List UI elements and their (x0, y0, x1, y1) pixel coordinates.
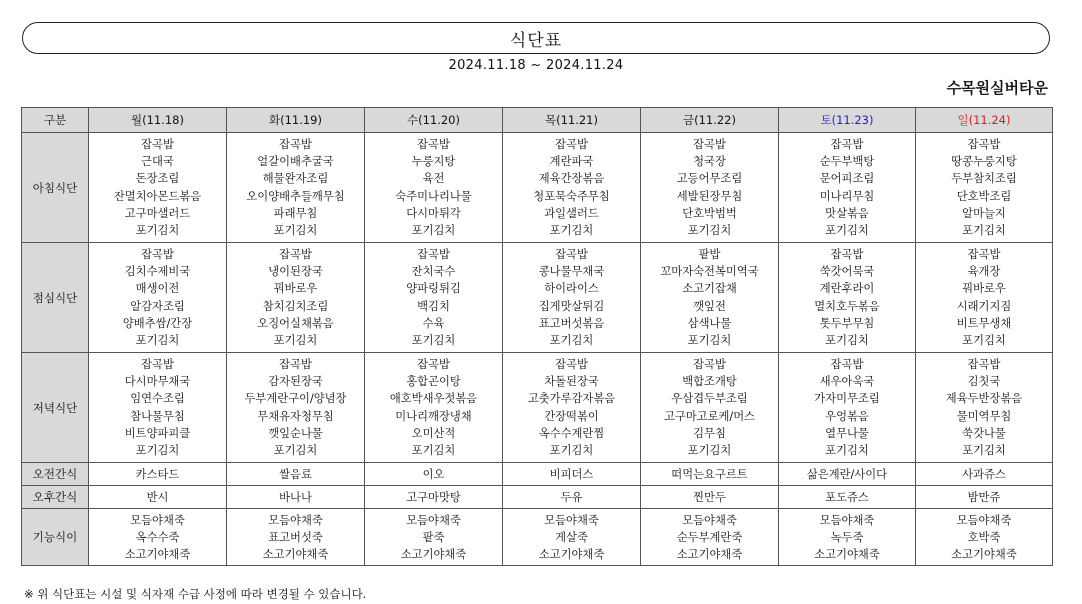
menu-item: 잡곡밥 (141, 358, 174, 371)
menu-cell (641, 133, 779, 243)
functional-item: 모듬야채죽 (268, 514, 323, 527)
menu-item: 열무나물 (825, 426, 869, 440)
menu-item: 잡곡밥 (693, 138, 726, 151)
menu-item: 콩나물무채국 (538, 265, 605, 279)
menu-item: 애호박새우젓볶음 (389, 392, 478, 406)
meal-label: 점심식단 (22, 243, 89, 353)
menu-item: 포기김치 (411, 444, 456, 458)
menu-item: 잡곡밥 (141, 248, 174, 261)
menu-item: 순두부백탕 (819, 155, 875, 169)
menu-item: 미나리무침 (819, 189, 875, 203)
menu-item: 잡곡밥 (967, 138, 1001, 151)
menu-item: 청포묵숙주무침 (533, 189, 610, 203)
menu-item: 우엉볶음 (825, 409, 869, 423)
functional-item: 소고기야채죽 (262, 548, 329, 562)
menu-item: 포기김치 (549, 224, 594, 238)
functional-cell (89, 509, 227, 566)
menu-item: 간장떡볶이 (544, 409, 599, 423)
functional-item: 옥수수죽 (135, 531, 180, 545)
menu-item: 수육 (422, 316, 445, 330)
menu-item: 제육두반장볶음 (945, 392, 1023, 406)
functional-item: 녹두죽 (830, 531, 864, 545)
day-header: 수(11.20) (365, 108, 503, 133)
menu-item: 돈장조림 (135, 172, 180, 186)
meal-row (22, 243, 1053, 353)
day-header: 월(11.18) (89, 108, 227, 133)
menu-item: 포기김치 (273, 334, 318, 348)
menu-item: 잡곡밥 (417, 248, 450, 261)
day-header: 화(11.19) (227, 108, 365, 133)
menu-cell (503, 133, 641, 243)
menu-cell (89, 133, 227, 243)
meal-row (22, 353, 1053, 463)
menu-item: 누룽지탕 (411, 155, 456, 169)
functional-item: 모듬야채죽 (956, 514, 1012, 527)
menu-item: 포기김치 (273, 224, 318, 238)
menu-cell (227, 353, 365, 463)
date-range: 2024.11.18 ~ 2024.11.24 (448, 58, 624, 73)
menu-item: 옥수수계란찜 (538, 426, 605, 440)
menu-item: 차돌된장국 (544, 375, 599, 389)
menu-item: 삼색나물 (687, 316, 732, 330)
menu-cell (779, 353, 916, 463)
menu-item: 꿔바로우 (273, 282, 318, 296)
functional-item: 팥죽 (422, 531, 445, 545)
menu-item: 비트무생채 (956, 316, 1012, 330)
meal-row (22, 133, 1053, 243)
snack-cell: 바나나 (227, 486, 365, 509)
menu-item: 잔멸치아몬드볶음 (113, 189, 202, 203)
menu-cell (89, 353, 227, 463)
menu-item: 잡곡밥 (279, 138, 312, 151)
menu-item: 백합조개탕 (682, 375, 737, 389)
menu-item: 김무침 (693, 426, 726, 440)
footnote: ※ 위 식단표는 시설 및 식자재 수급 사정에 따라 변경될 수 있습니다. (24, 587, 367, 601)
menu-cell (916, 133, 1053, 243)
snack-cell: 찐만두 (641, 486, 779, 509)
functional-item: 모듬야채죽 (819, 514, 875, 527)
menu-item: 포기김치 (549, 444, 594, 458)
menu-item: 쑥갓나물 (962, 426, 1006, 440)
menu-cell (641, 353, 779, 463)
functional-cell (503, 509, 641, 566)
menu-item: 잡곡밥 (967, 358, 1001, 371)
menu-item: 고춧가루감자볶음 (527, 392, 616, 406)
menu-item: 가자미무조림 (814, 392, 880, 406)
menu-item: 맛살볶음 (825, 206, 869, 220)
menu-item: 포기김치 (962, 444, 1006, 458)
menu-item: 고등어무조림 (676, 172, 743, 186)
menu-cell (227, 133, 365, 243)
menu-item: 잡곡밥 (830, 138, 864, 151)
functional-item: 표고버섯죽 (268, 531, 323, 545)
menu-item: 땅콩누룽지탕 (951, 155, 1017, 169)
functional-item: 모듬야채죽 (406, 514, 461, 527)
menu-item: 잡곡밥 (555, 138, 588, 151)
menu-item: 육개장 (967, 265, 1001, 279)
menu-item: 포기김치 (687, 444, 732, 458)
menu-item: 꿔바로우 (962, 282, 1006, 296)
snack-cell: 비피더스 (503, 463, 641, 486)
menu-cell (365, 243, 503, 353)
snack-cell: 반시 (89, 486, 227, 509)
snack-cell: 이오 (365, 463, 503, 486)
day-header: 목(11.21) (503, 108, 641, 133)
menu-item: 양배추쌈/간장 (122, 316, 193, 330)
functional-label: 기능식이 (22, 509, 89, 566)
functional-cell (227, 509, 365, 566)
menu-item: 김칫국 (967, 375, 1001, 389)
title-text: 식단표 (509, 30, 563, 51)
menu-item: 육전 (422, 172, 445, 186)
menu-item: 청국장 (693, 155, 726, 169)
menu-item: 잡곡밥 (830, 248, 864, 261)
menu-table (21, 107, 1053, 566)
snack-label: 오전간식 (22, 463, 89, 486)
menu-item: 두부참치조림 (951, 172, 1017, 186)
functional-cell (916, 509, 1053, 566)
menu-item: 잡곡밥 (279, 358, 312, 371)
menu-item: 팥밥 (698, 248, 721, 261)
functional-item: 호박죽 (967, 531, 1001, 545)
functional-item: 소고기야채죽 (676, 548, 743, 562)
menu-item: 잔치국수 (411, 265, 456, 279)
snack-cell: 사과쥬스 (916, 463, 1053, 486)
menu-item: 계란파국 (549, 155, 594, 169)
day-header-sunday: 일(11.24) (916, 108, 1053, 133)
functional-item: 모듬야채죽 (544, 514, 599, 527)
menu-item: 백김치 (417, 299, 450, 313)
menu-item: 무채유자청무침 (257, 409, 334, 423)
menu-item: 계란후라이 (819, 282, 875, 296)
menu-item: 홍합곤이탕 (406, 375, 461, 389)
menu-item: 양파링튀김 (406, 282, 461, 296)
menu-item: 잡곡밥 (830, 358, 864, 371)
menu-item: 알감자조림 (130, 299, 185, 313)
menu-item: 알마늘지 (962, 206, 1006, 220)
page-title (22, 22, 1050, 54)
snack-cell: 쌀음료 (227, 463, 365, 486)
menu-item: 소고기잡채 (682, 282, 737, 296)
menu-item: 포기김치 (135, 444, 180, 458)
menu-item: 단호박조림 (956, 189, 1012, 203)
snack-label: 오후간식 (22, 486, 89, 509)
functional-cell (779, 509, 916, 566)
menu-item: 톳두부무침 (819, 316, 875, 330)
menu-item: 참치김치조림 (262, 299, 329, 313)
menu-item: 잡곡밥 (555, 248, 588, 261)
menu-item: 포기김치 (135, 224, 180, 238)
meal-label: 아침식단 (22, 133, 89, 243)
snack-cell: 밤만쥬 (916, 486, 1053, 509)
menu-item: 포기김치 (549, 334, 594, 348)
snack-row (22, 486, 1053, 509)
menu-item: 깻잎순나물 (268, 426, 323, 440)
menu-item: 포기김치 (273, 444, 318, 458)
snack-row (22, 463, 1053, 486)
menu-item: 단호박범벅 (682, 206, 737, 220)
snack-cell: 떠먹는요구르트 (641, 463, 779, 486)
menu-item: 물미역무침 (956, 409, 1012, 423)
menu-item: 깻잎전 (693, 299, 726, 313)
menu-item: 잡곡밥 (967, 248, 1001, 261)
menu-item: 포기김치 (825, 444, 869, 458)
menu-cell (503, 243, 641, 353)
menu-item: 오미산적 (411, 426, 456, 440)
menu-item: 우삼겹두부조림 (671, 392, 748, 406)
menu-item: 잡곡밥 (279, 248, 312, 261)
snack-cell: 포도쥬스 (779, 486, 916, 509)
functional-item: 소고기야채죽 (538, 548, 605, 562)
menu-item: 냉이된장국 (268, 265, 323, 279)
menu-item: 매생이전 (135, 282, 180, 296)
functional-item: 소고기야채죽 (400, 548, 467, 562)
menu-item: 세발된장무침 (676, 189, 743, 203)
menu-item: 포기김치 (962, 224, 1006, 238)
menu-item: 포기김치 (411, 334, 456, 348)
menu-item: 잡곡밥 (693, 358, 726, 371)
functional-item: 순두부계란죽 (676, 531, 743, 545)
menu-item: 새우아욱국 (819, 375, 875, 389)
functional-item: 소고기야채죽 (124, 548, 191, 562)
menu-item: 제육간장볶음 (538, 172, 605, 186)
menu-item: 포기김치 (687, 224, 732, 238)
facility-name: 수목원실버타운 (946, 79, 1048, 97)
menu-item: 감자된장국 (268, 375, 323, 389)
menu-item: 김치수제비국 (124, 265, 191, 279)
menu-cell (641, 243, 779, 353)
menu-cell (89, 243, 227, 353)
functional-item: 게살죽 (555, 531, 588, 545)
menu-item: 오징어실채볶음 (257, 316, 334, 330)
menu-item: 표고버섯볶음 (538, 316, 605, 330)
menu-cell (779, 243, 916, 353)
menu-item: 하이라이스 (544, 282, 599, 296)
menu-item: 포기김치 (825, 334, 869, 348)
menu-item: 포기김치 (411, 224, 456, 238)
menu-cell (779, 133, 916, 243)
menu-item: 포기김치 (962, 334, 1006, 348)
menu-cell (227, 243, 365, 353)
menu-item: 미나리깨장냉채 (395, 409, 472, 423)
menu-item: 두부계란구이/양념장 (244, 392, 347, 406)
menu-item: 잡곡밥 (417, 358, 450, 371)
snack-cell: 삶은계란/사이다 (779, 463, 916, 486)
menu-cell (916, 353, 1053, 463)
menu-item: 포기김치 (135, 334, 180, 348)
menu-item: 다시마무채국 (124, 375, 191, 389)
meal-label: 저녁식단 (22, 353, 89, 463)
menu-item: 고구마샐러드 (124, 206, 191, 220)
menu-item: 시래기지짐 (956, 299, 1012, 313)
menu-item: 임연수조림 (130, 392, 185, 406)
functional-item: 소고기야채죽 (951, 548, 1017, 562)
header-label: 구분 (22, 108, 89, 133)
menu-item: 다시마튀각 (406, 206, 461, 220)
snack-cell: 두유 (503, 486, 641, 509)
menu-item: 멸치호두볶음 (814, 299, 880, 313)
menu-item: 쑥갓어묵국 (819, 265, 875, 279)
snack-cell: 고구마맛탕 (365, 486, 503, 509)
menu-item: 얼갈이배추굴국 (257, 155, 334, 169)
menu-cell (365, 353, 503, 463)
menu-item: 잡곡밥 (555, 358, 588, 371)
menu-item: 고구마고로케/머스 (663, 409, 756, 423)
menu-item: 해물완자조림 (262, 172, 329, 186)
menu-cell (916, 243, 1053, 353)
menu-item: 문어피조림 (819, 172, 875, 186)
functional-item: 모듬야채죽 (130, 514, 185, 527)
functional-item: 모듬야채죽 (682, 514, 737, 527)
functional-row (22, 509, 1053, 566)
menu-item: 잡곡밥 (417, 138, 450, 151)
day-header: 금(11.22) (641, 108, 779, 133)
functional-cell (641, 509, 779, 566)
menu-item: 꼬마자숙전복미역국 (660, 265, 759, 279)
day-header-saturday: 토(11.23) (779, 108, 916, 133)
menu-item: 포기김치 (687, 334, 732, 348)
header-row (22, 108, 1053, 133)
menu-cell (365, 133, 503, 243)
menu-item: 집게맛살튀김 (538, 299, 605, 313)
functional-cell (365, 509, 503, 566)
menu-item: 파래무침 (273, 206, 318, 220)
menu-item: 포기김치 (825, 224, 869, 238)
menu-cell (503, 353, 641, 463)
menu-item: 근대국 (141, 155, 174, 169)
menu-item: 과일샐러드 (544, 206, 599, 220)
functional-item: 소고기야채죽 (814, 548, 880, 562)
menu-item: 참나물무침 (130, 409, 185, 423)
menu-item: 오이양배추들깨무침 (246, 189, 345, 203)
snack-cell: 카스타드 (89, 463, 227, 486)
menu-item: 숙주미나리나물 (395, 189, 472, 203)
menu-item: 비트양파피클 (124, 426, 191, 440)
menu-item: 잡곡밥 (141, 138, 174, 151)
